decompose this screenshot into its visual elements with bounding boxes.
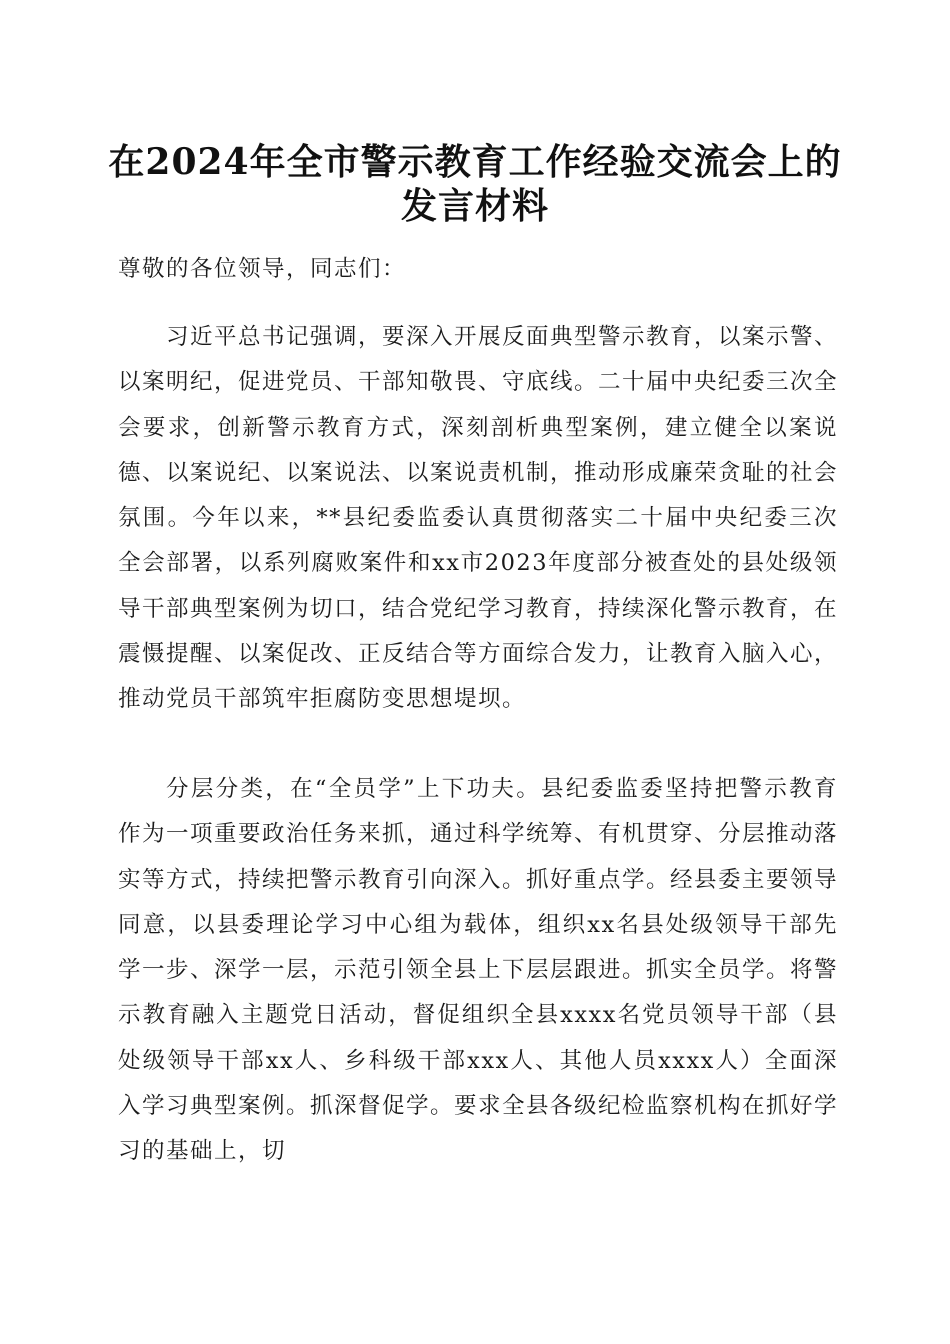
greeting: 尊敬的各位领导，同志们： <box>118 256 407 282</box>
paragraph-2: 分层分类，在“全员学”上下功夫。县纪委监委坚持把警示教育作为一项重要政治任务来抓，通过科学统筹、有机贯穿、分层推动落实等方式，持续把警示教育引向深入。抓好重点学。经县委主要领导同意，以县委理论学习中心组为载体，组织xx名县处级领导干部先学一步、深学一层，示范引领全县上下层层跟进。抓实全员学。将警示教育融入主题党日活动，督促组织全县xxxx名党员领导干部（县处级领导干部xx人、乡科级干部xxx人、其他人员xxxx人）全面深入学习典型案例。抓深督促学。要求全县各级纪检监察机构在抓好学习的基础上，切 <box>118 776 839 1165</box>
document-title-line-2: 发言材料 <box>400 185 549 227</box>
document-title-line-1: 在2024年全市警示教育工作经验交流会上的 <box>108 141 842 183</box>
paragraph-1: 习近平总书记强调，要深入开展反面典型警示教育，以案示警、以案明纪，促进党员、干部知敬畏、守底线。二十届中央纪委三次全会要求，创新警示教育方式，深刻剖析典型案例，建立健全以案说德、以案说纪、以案说法、以案说责机制，推动形成廉荣贪耻的社会氛围。今年以来，**县纪委监委认真贯彻落实二十届中央纪委三次全会部署，以系列腐败案件和xx市2023年度部分被查处的县处级领导干部典型案例为切口，结合党纪学习教育，持续深化警示教育，在震慑提醒、以案促改、正反结合等方面综合发力，让教育入脑入心，推动党员干部筑牢拒腐防变思想堤坝。 <box>118 324 839 713</box>
